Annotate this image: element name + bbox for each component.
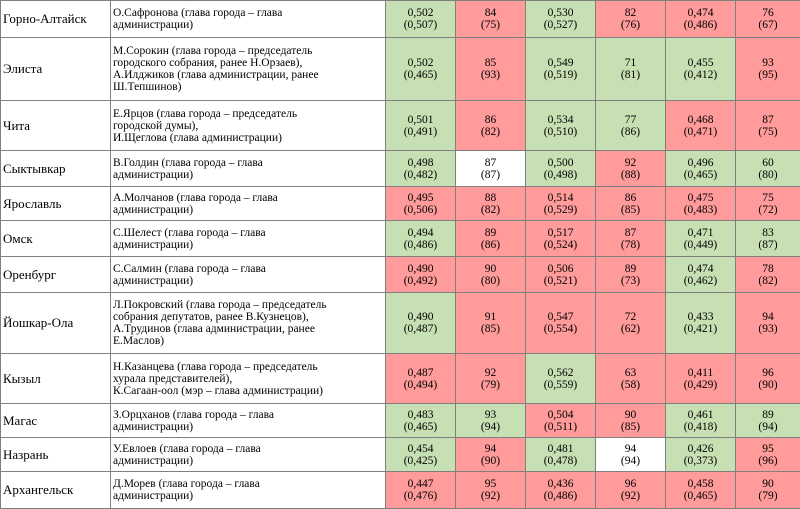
city-name: Оренбург bbox=[1, 257, 111, 293]
score-cell bbox=[386, 404, 456, 438]
current-value: 94 bbox=[738, 311, 798, 323]
score-cell bbox=[526, 1, 596, 38]
table-row bbox=[1, 354, 800, 404]
current-value: 93 bbox=[738, 57, 798, 69]
previous-value: (0,559) bbox=[528, 379, 593, 391]
current-value: 0,500 bbox=[528, 157, 593, 169]
current-value: 0,490 bbox=[388, 311, 453, 323]
current-value: 86 bbox=[598, 192, 663, 204]
leader-line: З.Орцханов (глава города – глава bbox=[113, 409, 383, 421]
current-value: 89 bbox=[738, 409, 798, 421]
previous-value: (0,498) bbox=[528, 169, 593, 181]
leader-description bbox=[111, 472, 386, 509]
leader-description bbox=[111, 187, 386, 221]
score-cell bbox=[386, 101, 456, 151]
current-value: 0,534 bbox=[528, 114, 593, 126]
current-value: 0,468 bbox=[668, 114, 733, 126]
current-value: 0,514 bbox=[528, 192, 593, 204]
leader-description bbox=[111, 438, 386, 472]
previous-value: (92) bbox=[598, 490, 663, 502]
score-cell bbox=[596, 187, 666, 221]
current-value: 0,458 bbox=[668, 478, 733, 490]
previous-value: (92) bbox=[458, 490, 523, 502]
current-value: 0,506 bbox=[528, 263, 593, 275]
previous-value: (0,494) bbox=[388, 379, 453, 391]
leader-line: К.Сагаан-оол (мэр – глава администрации) bbox=[113, 385, 383, 397]
current-value: 96 bbox=[738, 367, 798, 379]
current-value: 0,547 bbox=[528, 311, 593, 323]
leader-line: Е.Ярцов (глава города – председатель bbox=[113, 108, 383, 120]
current-value: 0,455 bbox=[668, 57, 733, 69]
score-cell bbox=[736, 221, 800, 257]
previous-value: (75) bbox=[458, 19, 523, 31]
current-value: 0,447 bbox=[388, 478, 453, 490]
city-name: Омск bbox=[1, 221, 111, 257]
leader-line: администрации) bbox=[113, 169, 383, 181]
current-value: 93 bbox=[458, 409, 523, 421]
table-row bbox=[1, 221, 800, 257]
score-cell bbox=[526, 38, 596, 101]
current-value: 63 bbox=[598, 367, 663, 379]
current-value: 94 bbox=[458, 443, 523, 455]
score-cell bbox=[526, 354, 596, 404]
current-value: 88 bbox=[458, 192, 523, 204]
leader-description bbox=[111, 257, 386, 293]
city-name: Назрань bbox=[1, 438, 111, 472]
leader-line: Д.Морев (глава города – глава bbox=[113, 478, 383, 490]
current-value: 87 bbox=[598, 227, 663, 239]
table-row bbox=[1, 187, 800, 221]
score-cell bbox=[666, 221, 736, 257]
current-value: 90 bbox=[458, 263, 523, 275]
score-cell bbox=[666, 354, 736, 404]
current-value: 84 bbox=[458, 7, 523, 19]
score-cell bbox=[386, 221, 456, 257]
score-cell bbox=[526, 187, 596, 221]
previous-value: (95) bbox=[738, 69, 798, 81]
score-cell bbox=[596, 354, 666, 404]
current-value: 0,549 bbox=[528, 57, 593, 69]
previous-value: (0,527) bbox=[528, 19, 593, 31]
leader-line: И.Щеглова (глава администрации) bbox=[113, 132, 383, 144]
leader-line: администрации) bbox=[113, 239, 383, 251]
current-value: 92 bbox=[458, 367, 523, 379]
leader-description bbox=[111, 221, 386, 257]
leader-description bbox=[111, 404, 386, 438]
current-value: 0,504 bbox=[528, 409, 593, 421]
score-cell bbox=[386, 438, 456, 472]
score-cell bbox=[526, 221, 596, 257]
previous-value: (86) bbox=[598, 126, 663, 138]
score-cell bbox=[736, 151, 800, 187]
previous-value: (0,487) bbox=[388, 323, 453, 335]
previous-value: (0,483) bbox=[668, 204, 733, 216]
previous-value: (75) bbox=[738, 126, 798, 138]
leader-line: администрации) bbox=[113, 421, 383, 433]
score-cell bbox=[456, 472, 526, 509]
score-cell bbox=[526, 257, 596, 293]
leader-line: О.Сафронова (глава города – глава bbox=[113, 7, 383, 19]
previous-value: (0,465) bbox=[668, 490, 733, 502]
current-value: 94 bbox=[598, 443, 663, 455]
score-cell bbox=[596, 38, 666, 101]
score-cell bbox=[386, 187, 456, 221]
score-cell bbox=[666, 293, 736, 354]
previous-value: (73) bbox=[598, 275, 663, 287]
score-cell bbox=[526, 472, 596, 509]
previous-value: (87) bbox=[738, 239, 798, 251]
current-value: 90 bbox=[598, 409, 663, 421]
score-cell bbox=[386, 1, 456, 38]
leader-line: А.Трудинов (глава администрации, ранее bbox=[113, 323, 383, 335]
score-cell bbox=[666, 1, 736, 38]
previous-value: (0,507) bbox=[388, 19, 453, 31]
current-value: 0,487 bbox=[388, 367, 453, 379]
previous-value: (80) bbox=[738, 169, 798, 181]
city-name: Горно-Алтайск bbox=[1, 1, 111, 38]
previous-value: (0,476) bbox=[388, 490, 453, 502]
previous-value: (88) bbox=[598, 169, 663, 181]
previous-value: (0,478) bbox=[528, 455, 593, 467]
current-value: 0,496 bbox=[668, 157, 733, 169]
score-cell bbox=[666, 404, 736, 438]
leader-description bbox=[111, 1, 386, 38]
score-cell bbox=[596, 257, 666, 293]
previous-value: (81) bbox=[598, 69, 663, 81]
previous-value: (0,425) bbox=[388, 455, 453, 467]
previous-value: (82) bbox=[458, 126, 523, 138]
city-name: Йошкар-Ола bbox=[1, 293, 111, 354]
leader-description bbox=[111, 354, 386, 404]
previous-value: (58) bbox=[598, 379, 663, 391]
previous-value: (79) bbox=[738, 490, 798, 502]
previous-value: (85) bbox=[458, 323, 523, 335]
score-cell bbox=[456, 293, 526, 354]
current-value: 0,494 bbox=[388, 227, 453, 239]
leader-line: городской думы), bbox=[113, 120, 383, 132]
score-cell bbox=[386, 38, 456, 101]
previous-value: (72) bbox=[738, 204, 798, 216]
score-cell bbox=[596, 472, 666, 509]
score-cell bbox=[736, 1, 800, 38]
score-cell bbox=[596, 221, 666, 257]
score-cell bbox=[456, 404, 526, 438]
current-value: 0,530 bbox=[528, 7, 593, 19]
leader-line: Н.Казанцева (глава города – председатель bbox=[113, 361, 383, 373]
current-value: 96 bbox=[598, 478, 663, 490]
previous-value: (0,429) bbox=[668, 379, 733, 391]
previous-value: (78) bbox=[598, 239, 663, 251]
previous-value: (0,373) bbox=[668, 455, 733, 467]
previous-value: (0,521) bbox=[528, 275, 593, 287]
current-value: 0,436 bbox=[528, 478, 593, 490]
score-cell bbox=[596, 1, 666, 38]
previous-value: (0,491) bbox=[388, 126, 453, 138]
previous-value: (80) bbox=[458, 275, 523, 287]
current-value: 0,411 bbox=[668, 367, 733, 379]
score-cell bbox=[456, 101, 526, 151]
city-name: Ярославль bbox=[1, 187, 111, 221]
current-value: 0,502 bbox=[388, 57, 453, 69]
score-cell bbox=[736, 257, 800, 293]
previous-value: (0,465) bbox=[388, 421, 453, 433]
score-cell bbox=[736, 438, 800, 472]
leader-line: хурала представителей), bbox=[113, 373, 383, 385]
leader-line: администрации) bbox=[113, 275, 383, 287]
current-value: 86 bbox=[458, 114, 523, 126]
score-cell bbox=[526, 293, 596, 354]
current-value: 89 bbox=[458, 227, 523, 239]
leader-line: С.Салмин (глава города – глава bbox=[113, 263, 383, 275]
current-value: 77 bbox=[598, 114, 663, 126]
current-value: 75 bbox=[738, 192, 798, 204]
score-cell bbox=[596, 293, 666, 354]
score-cell bbox=[736, 293, 800, 354]
previous-value: (93) bbox=[458, 69, 523, 81]
current-value: 0,426 bbox=[668, 443, 733, 455]
leader-description bbox=[111, 101, 386, 151]
previous-value: (90) bbox=[738, 379, 798, 391]
previous-value: (0,418) bbox=[668, 421, 733, 433]
score-cell bbox=[736, 472, 800, 509]
score-cell bbox=[736, 187, 800, 221]
current-value: 0,562 bbox=[528, 367, 593, 379]
previous-value: (86) bbox=[458, 239, 523, 251]
table-row bbox=[1, 1, 800, 38]
score-cell bbox=[666, 472, 736, 509]
current-value: 0,517 bbox=[528, 227, 593, 239]
table-row bbox=[1, 438, 800, 472]
previous-value: (0,519) bbox=[528, 69, 593, 81]
city-name: Кызыл bbox=[1, 354, 111, 404]
leader-description bbox=[111, 151, 386, 187]
previous-value: (0,465) bbox=[388, 69, 453, 81]
previous-value: (0,486) bbox=[388, 239, 453, 251]
leader-description bbox=[111, 293, 386, 354]
previous-value: (0,486) bbox=[668, 19, 733, 31]
city-name: Магас bbox=[1, 404, 111, 438]
city-name: Сыктывкар bbox=[1, 151, 111, 187]
leader-line: Ш.Тепшинов) bbox=[113, 81, 383, 93]
table-row bbox=[1, 472, 800, 509]
score-cell bbox=[456, 354, 526, 404]
current-value: 60 bbox=[738, 157, 798, 169]
previous-value: (0,421) bbox=[668, 323, 733, 335]
score-cell bbox=[456, 257, 526, 293]
score-cell bbox=[386, 151, 456, 187]
current-value: 76 bbox=[738, 7, 798, 19]
current-value: 83 bbox=[738, 227, 798, 239]
score-cell bbox=[386, 293, 456, 354]
leader-line: У.Евлоев (глава города – глава bbox=[113, 443, 383, 455]
current-value: 0,433 bbox=[668, 311, 733, 323]
current-value: 0,474 bbox=[668, 7, 733, 19]
current-value: 78 bbox=[738, 263, 798, 275]
previous-value: (0,465) bbox=[668, 169, 733, 181]
score-cell bbox=[596, 404, 666, 438]
current-value: 0,454 bbox=[388, 443, 453, 455]
score-cell bbox=[526, 438, 596, 472]
previous-value: (90) bbox=[458, 455, 523, 467]
previous-value: (79) bbox=[458, 379, 523, 391]
score-cell bbox=[736, 354, 800, 404]
city-name: Архангельск bbox=[1, 472, 111, 509]
table-row bbox=[1, 404, 800, 438]
score-cell bbox=[666, 101, 736, 151]
previous-value: (62) bbox=[598, 323, 663, 335]
previous-value: (82) bbox=[738, 275, 798, 287]
score-cell bbox=[666, 38, 736, 101]
score-cell bbox=[666, 438, 736, 472]
previous-value: (93) bbox=[738, 323, 798, 335]
previous-value: (85) bbox=[598, 204, 663, 216]
leader-line: А.Илджиков (глава администрации, ранее bbox=[113, 69, 383, 81]
score-cell bbox=[456, 221, 526, 257]
current-value: 87 bbox=[738, 114, 798, 126]
current-value: 0,474 bbox=[668, 263, 733, 275]
score-cell bbox=[456, 438, 526, 472]
leader-line: администрации) bbox=[113, 490, 383, 502]
previous-value: (94) bbox=[738, 421, 798, 433]
current-value: 0,502 bbox=[388, 7, 453, 19]
leader-line: Е.Маслов) bbox=[113, 335, 383, 347]
previous-value: (0,482) bbox=[388, 169, 453, 181]
previous-value: (94) bbox=[598, 455, 663, 467]
current-value: 0,461 bbox=[668, 409, 733, 421]
current-value: 82 bbox=[598, 7, 663, 19]
previous-value: (0,511) bbox=[528, 421, 593, 433]
score-cell bbox=[526, 101, 596, 151]
table-row bbox=[1, 257, 800, 293]
previous-value: (0,510) bbox=[528, 126, 593, 138]
leader-line: администрации) bbox=[113, 19, 383, 31]
previous-value: (0,471) bbox=[668, 126, 733, 138]
leader-line: С.Шелест (глава города – глава bbox=[113, 227, 383, 239]
previous-value: (94) bbox=[458, 421, 523, 433]
current-value: 0,483 bbox=[388, 409, 453, 421]
table-body bbox=[1, 1, 800, 509]
previous-value: (76) bbox=[598, 19, 663, 31]
table-row bbox=[1, 101, 800, 151]
current-value: 91 bbox=[458, 311, 523, 323]
score-cell bbox=[666, 151, 736, 187]
leader-line: администрации) bbox=[113, 455, 383, 467]
previous-value: (0,449) bbox=[668, 239, 733, 251]
previous-value: (85) bbox=[598, 421, 663, 433]
previous-value: (67) bbox=[738, 19, 798, 31]
current-value: 0,471 bbox=[668, 227, 733, 239]
current-value: 0,501 bbox=[388, 114, 453, 126]
current-value: 0,495 bbox=[388, 192, 453, 204]
leader-line: Л.Покровский (глава города – председатель bbox=[113, 299, 383, 311]
score-cell bbox=[386, 472, 456, 509]
previous-value: (0,554) bbox=[528, 323, 593, 335]
score-cell bbox=[596, 151, 666, 187]
previous-value: (0,506) bbox=[388, 204, 453, 216]
score-cell bbox=[456, 187, 526, 221]
previous-value: (0,492) bbox=[388, 275, 453, 287]
score-cell bbox=[666, 257, 736, 293]
score-cell bbox=[456, 1, 526, 38]
city-name: Элиста bbox=[1, 38, 111, 101]
leader-line: администрации) bbox=[113, 204, 383, 216]
current-value: 0,498 bbox=[388, 157, 453, 169]
score-cell bbox=[666, 187, 736, 221]
leader-line: В.Голдин (глава города – глава bbox=[113, 157, 383, 169]
leader-line: собрания депутатов, ранее В.Кузнецов), bbox=[113, 311, 383, 323]
current-value: 72 bbox=[598, 311, 663, 323]
score-cell bbox=[386, 257, 456, 293]
score-cell bbox=[456, 151, 526, 187]
leader-description bbox=[111, 38, 386, 101]
current-value: 95 bbox=[458, 478, 523, 490]
leader-line: городского собрания, ранее Н.Орзаев), bbox=[113, 57, 383, 69]
previous-value: (82) bbox=[458, 204, 523, 216]
previous-value: (0,524) bbox=[528, 239, 593, 251]
previous-value: (0,412) bbox=[668, 69, 733, 81]
score-cell bbox=[526, 404, 596, 438]
score-cell bbox=[736, 404, 800, 438]
previous-value: (0,462) bbox=[668, 275, 733, 287]
current-value: 92 bbox=[598, 157, 663, 169]
table-row bbox=[1, 38, 800, 101]
previous-value: (96) bbox=[738, 455, 798, 467]
table-row bbox=[1, 293, 800, 354]
city-name: Чита bbox=[1, 101, 111, 151]
previous-value: (87) bbox=[458, 169, 523, 181]
current-value: 0,481 bbox=[528, 443, 593, 455]
score-cell bbox=[596, 101, 666, 151]
score-cell bbox=[736, 38, 800, 101]
current-value: 85 bbox=[458, 57, 523, 69]
current-value: 0,490 bbox=[388, 263, 453, 275]
current-value: 0,475 bbox=[668, 192, 733, 204]
current-value: 95 bbox=[738, 443, 798, 455]
score-cell bbox=[596, 438, 666, 472]
table-row bbox=[1, 151, 800, 187]
score-cell bbox=[386, 354, 456, 404]
leader-line: М.Сорокин (глава города – председатель bbox=[113, 45, 383, 57]
score-cell bbox=[736, 101, 800, 151]
previous-value: (0,529) bbox=[528, 204, 593, 216]
current-value: 90 bbox=[738, 478, 798, 490]
current-value: 71 bbox=[598, 57, 663, 69]
previous-value: (0,486) bbox=[528, 490, 593, 502]
current-value: 89 bbox=[598, 263, 663, 275]
score-cell bbox=[526, 151, 596, 187]
leader-line: А.Молчанов (глава города – глава bbox=[113, 192, 383, 204]
score-cell bbox=[456, 38, 526, 101]
current-value: 87 bbox=[458, 157, 523, 169]
